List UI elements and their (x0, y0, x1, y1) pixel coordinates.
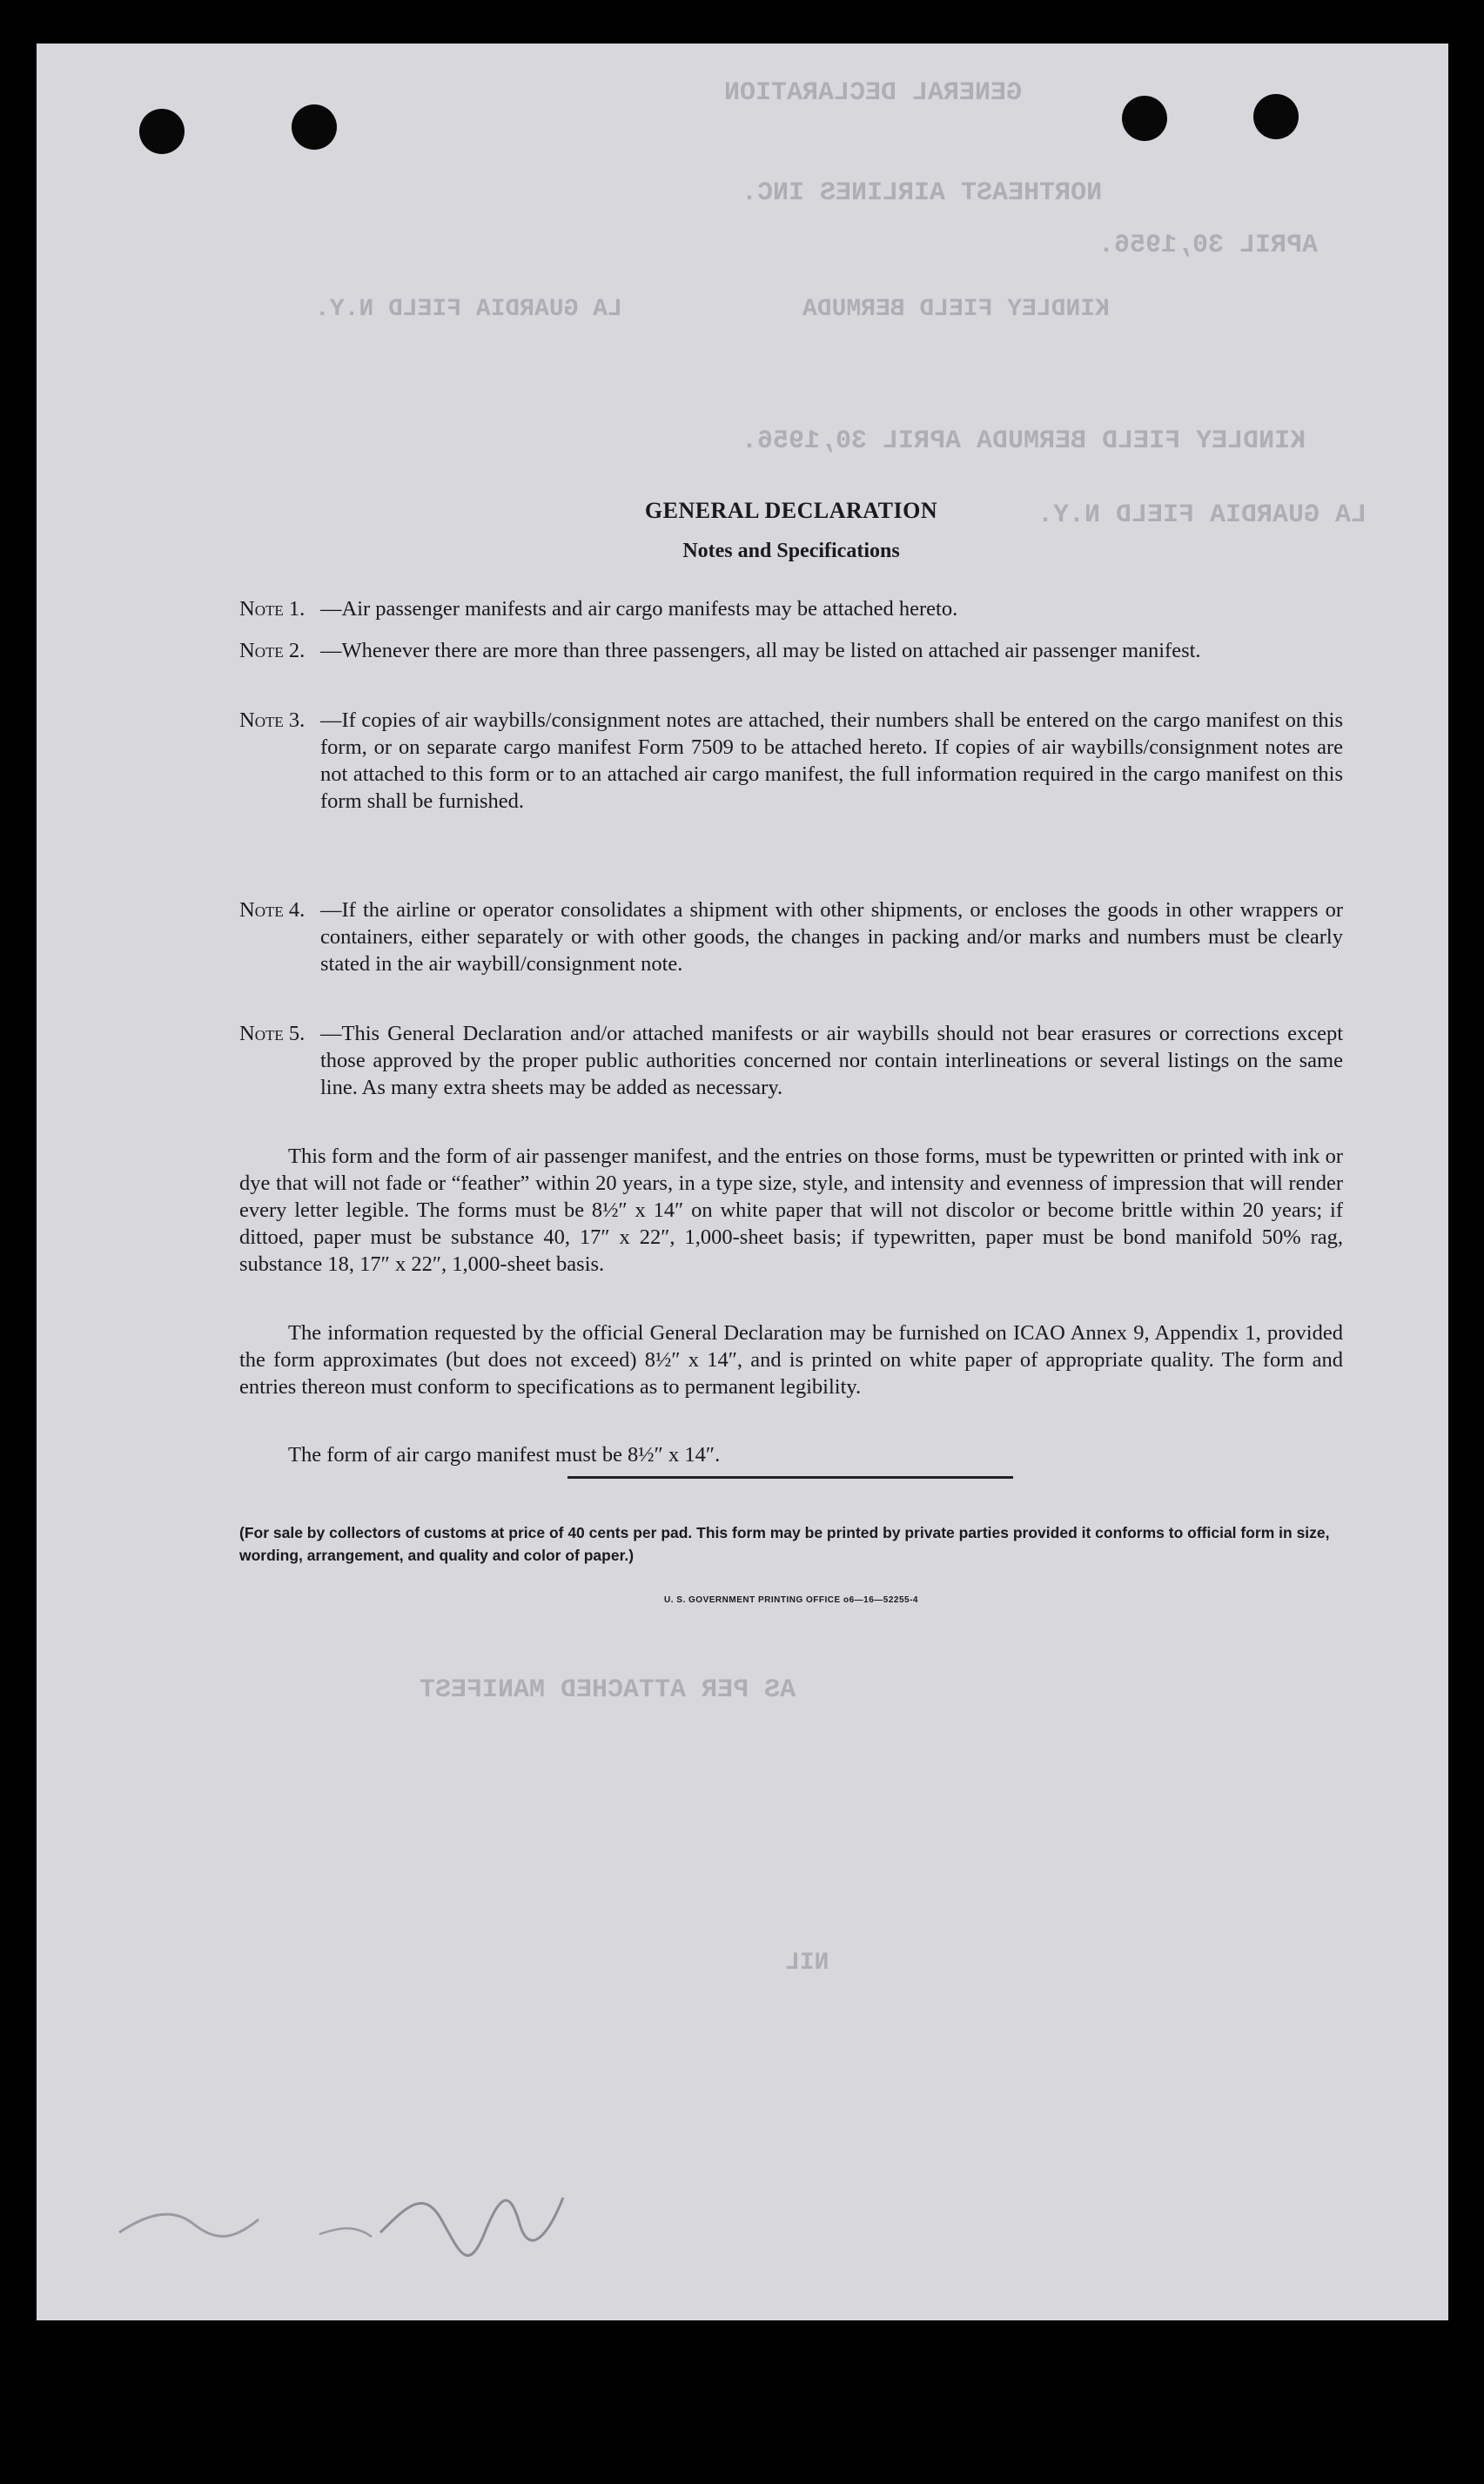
note-label: Note (239, 1022, 284, 1045)
note-number: 2. (288, 639, 306, 662)
bleed-through-text: KINDLEY FIELD BERMUDA APRIL 30,1956. (742, 426, 1306, 456)
page-subtitle: Notes and Specifications (682, 540, 900, 562)
bleed-through-text: AS PER ATTACHED MANIFEST (420, 1675, 796, 1705)
document-sheet (37, 44, 1448, 2320)
note-5 (239, 1020, 1343, 1101)
punch-hole-3 (1122, 96, 1167, 141)
bleed-through-text: NORTHEAST AIRLINES INC. (742, 178, 1103, 208)
note-text: —If copies of air waybills/consignment notes are attached, their numbers shall be entered on the cargo manifest on this form, or on separate cargo manifest Form 7509 to be attached hereto. If copies of air waybills/consignment notes are not attached to this form or to an attached air cargo manifest, the full information required in the cargo manifest on this form shall be furnished. (320, 708, 1343, 813)
note-label: Note (239, 597, 284, 621)
note-number: 1. (288, 597, 306, 621)
note-text: —Whenever there are more than three passengers, all may be listed on attached air passenger manifest. (320, 639, 1201, 662)
signature-scrawl (111, 2172, 598, 2267)
punch-hole-2 (292, 104, 337, 150)
punch-hole-1 (139, 109, 185, 154)
page-title: GENERAL DECLARATION (644, 498, 938, 523)
punch-hole-4 (1253, 94, 1299, 139)
note-text: —If the airline or operator consolidates a shipment with other shipments, or encloses the goods in other wrappers or containers, either separately or with other goods, the changes in packing and/or marks and numbers must be clearly stated in the air waybill/consignment note. (320, 898, 1343, 976)
paragraph-cargo-manifest: The form of air cargo manifest must be 8½″ x 14″. (288, 1443, 721, 1467)
sale-notice: (For sale by collectors of customs at price of 40 cents per pad. This form may be printed by private parties provided it conforms to official form in size, wording, arrangement, and quality and color of paper.) (239, 1524, 1330, 1564)
divider-rule (567, 1476, 1013, 1479)
paragraph-icao: The information requested by the official General Declaration may be furnished on ICAO Annex 9, Appendix 1, provided the form approximates (but does not exceed) 8½″ x 14″, and is printed on white paper of appropriate quality. The form and entries thereon must conform to specifications as to permanent legibility. (239, 1321, 1343, 1399)
note-text: —This General Declaration and/or attached manifests or air waybills should not bear erasures or corrections except those approved by the proper public authorities concerned nor contain interlineations or several listings on the same line. As many extra sheets may be added as necessary. (320, 1022, 1343, 1099)
note-number: 4. (288, 898, 306, 922)
paragraph-form-specs: This form and the form of air passenger manifest, and the entries on those forms, must be typewritten or printed with ink or dye that will not fade or “feather” within 20 years, in a type size, style, and intensity and evenness of impression that will render every letter legible. The forms must be 8½″ x 14″ on white paper that will not discolor or become brittle within 20 years; if dittoed, paper must be substance 40, 17″ x 22″, 1,000-sheet basis; if typewritten, paper must be bond manifold 50% rag, substance 18, 17″ x 22″, 1,000-sheet basis. (239, 1145, 1343, 1276)
printer-imprint: U. S. GOVERNMENT PRINTING OFFICE o6—16—52255-4 (664, 1595, 918, 1605)
note-2 (239, 637, 1343, 664)
bleed-through-text: APRIL 30,1956. (1098, 231, 1319, 260)
note-number: 3. (288, 708, 306, 732)
note-1 (239, 595, 1343, 622)
bleed-through-text: LA GUARDIA FIELD N.Y. (1037, 500, 1367, 530)
bleed-through-text: LA GUARDIA FIELD N.Y. (315, 296, 622, 323)
note-label: Note (239, 639, 284, 662)
note-number: 5. (288, 1022, 306, 1045)
note-label: Note (239, 898, 284, 922)
note-label: Note (239, 708, 284, 732)
note-4 (239, 896, 1343, 977)
bleed-through-text: GENERAL DECLARATION (724, 78, 1023, 108)
bleed-through-text: KINDLEY FIELD BERMUDA (802, 296, 1110, 323)
bleed-through-text: NIL (785, 1950, 829, 1977)
note-text: —Air passenger manifests and air cargo manifests may be attached hereto. (320, 597, 958, 621)
note-3 (239, 707, 1343, 815)
